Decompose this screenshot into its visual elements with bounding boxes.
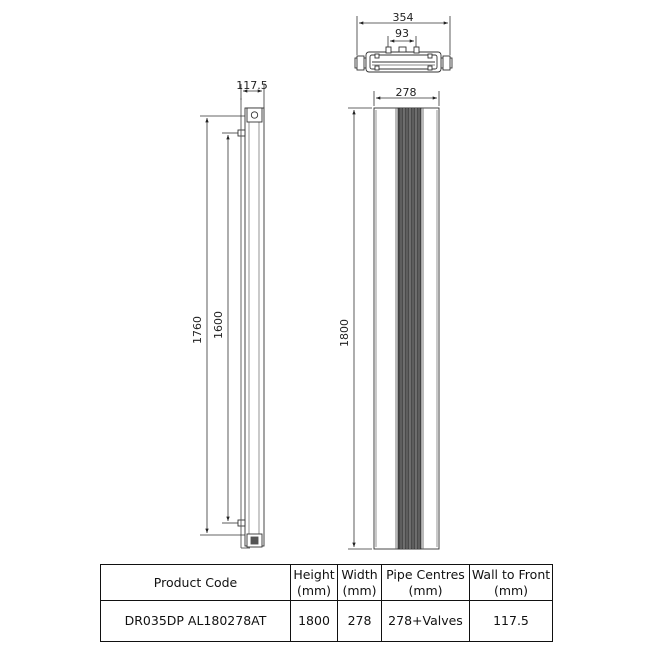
cell-wall-to-front: 117.5 xyxy=(470,601,553,642)
front-view-grooves xyxy=(398,108,421,549)
cell-product-code: DR035DP AL180278AT xyxy=(101,601,291,642)
overall-height-dimension xyxy=(348,108,372,549)
front-width-label: 278 xyxy=(395,86,417,99)
upper-bracket xyxy=(238,130,245,136)
side-view-body xyxy=(245,108,264,546)
pipe-span-2-label: 1600 xyxy=(212,311,225,339)
side-view xyxy=(238,98,264,548)
table-row xyxy=(101,601,553,642)
top-inner-label: 93 xyxy=(395,27,409,40)
overall-height-label: 1800 xyxy=(338,319,351,347)
table-header-row xyxy=(101,565,553,601)
cell-pipe-centres: 278+Valves xyxy=(382,601,470,642)
front-view xyxy=(374,108,439,549)
cell-width: 278 xyxy=(338,601,382,642)
spec-table xyxy=(100,564,553,642)
side-view-top-cap xyxy=(247,108,262,122)
lower-bracket xyxy=(238,520,245,526)
cell-height: 1800 xyxy=(291,601,338,642)
header-product-code: Product Code xyxy=(101,565,291,601)
right-valve xyxy=(414,47,419,53)
header-wall-to-front: Wall to Front (mm) xyxy=(470,565,553,601)
header-pipe-centres: Pipe Centres (mm) xyxy=(382,565,470,601)
top-overall-label: 354 xyxy=(392,11,414,24)
left-valve xyxy=(386,47,391,53)
header-height: Height (mm) xyxy=(291,565,338,601)
top-view xyxy=(355,47,452,72)
pipe-span-1-label: 1760 xyxy=(191,316,204,344)
header-width: Width (mm) xyxy=(338,565,382,601)
wall-to-front-label: 117.5 xyxy=(236,79,268,92)
